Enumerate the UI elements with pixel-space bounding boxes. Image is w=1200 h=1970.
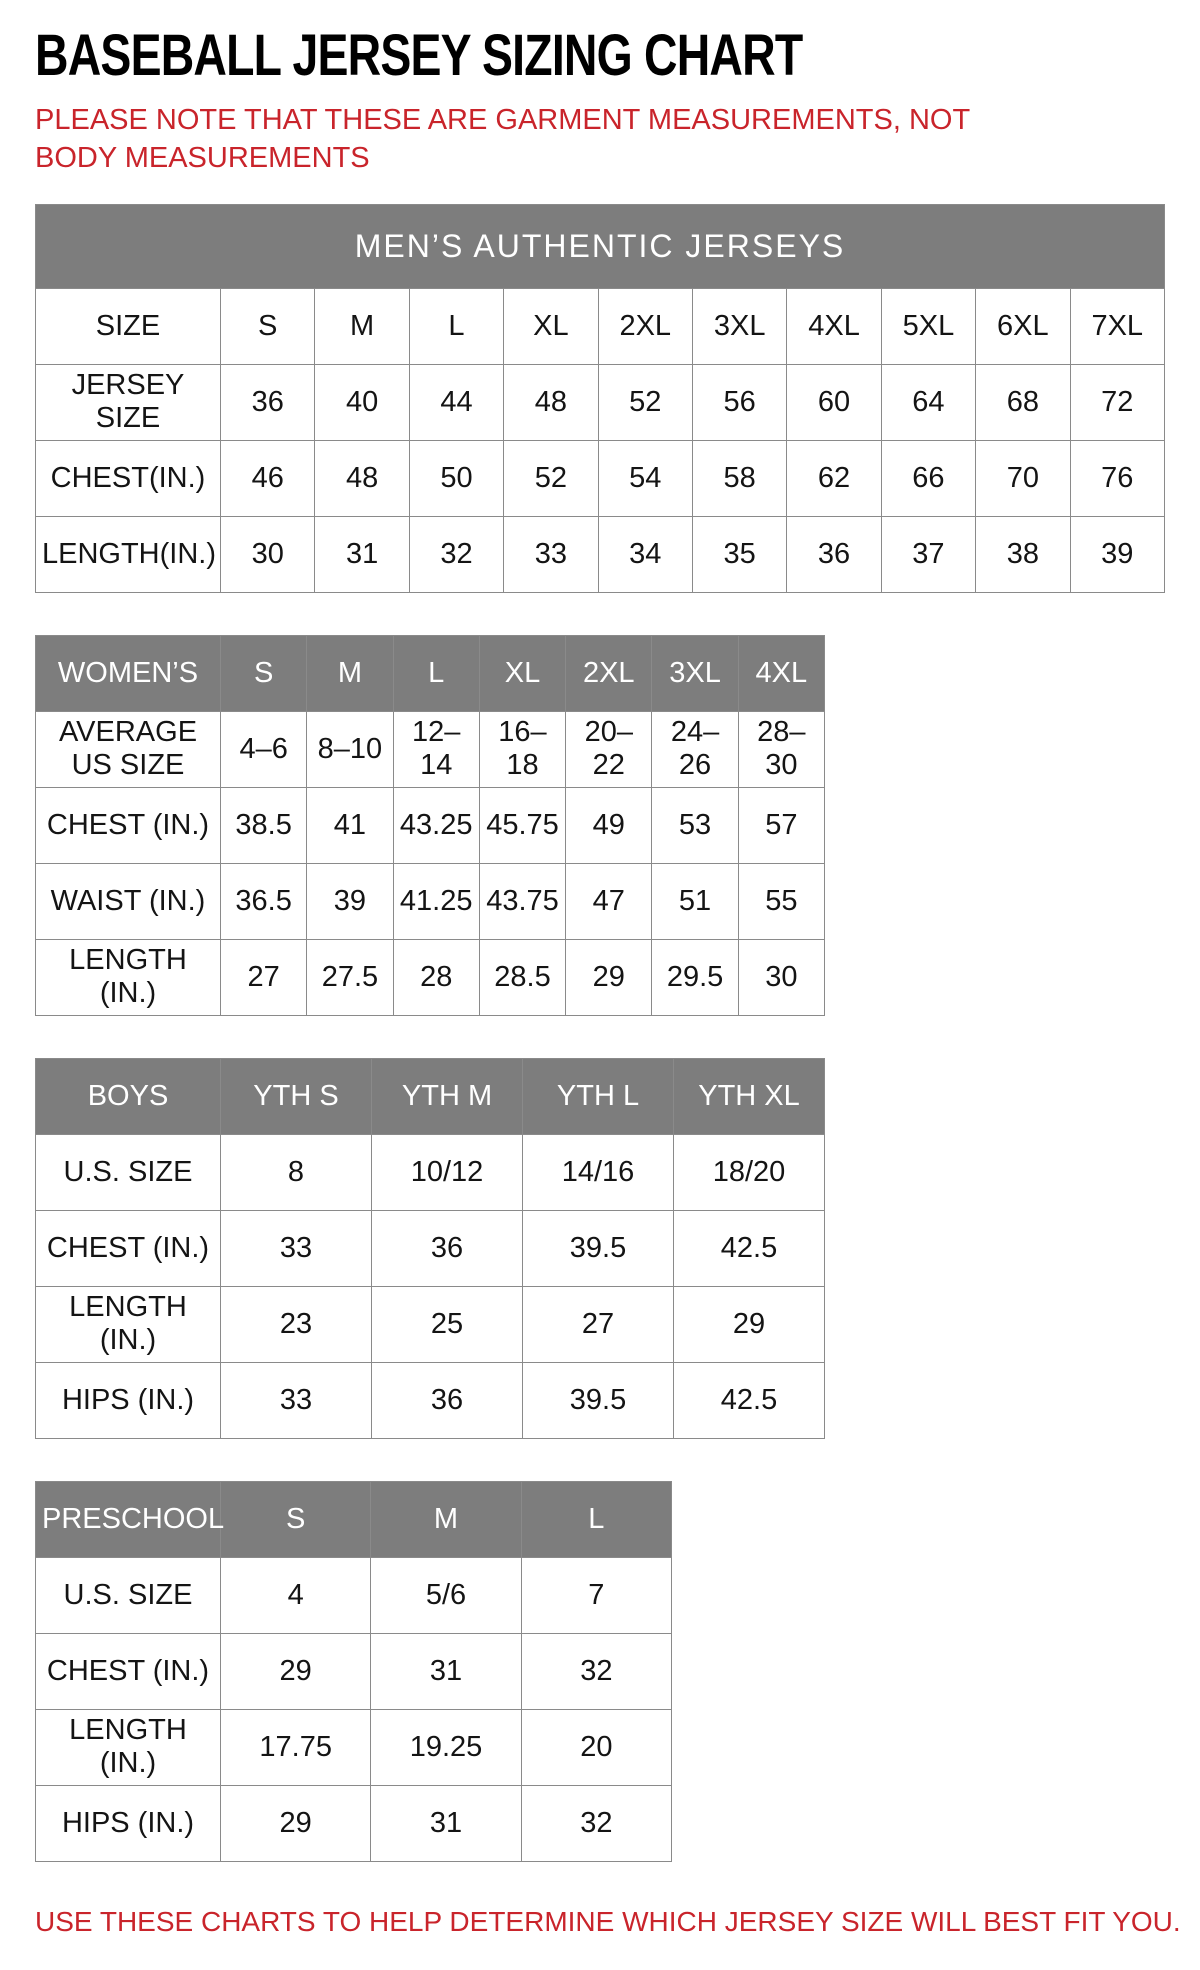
table-cell: 43.25 xyxy=(393,787,479,863)
table-cell: 76 xyxy=(1070,440,1164,516)
table-name-header: WOMEN’S xyxy=(36,635,221,711)
table-row xyxy=(36,1134,825,1210)
size-column-header: XL xyxy=(479,635,565,711)
table-row xyxy=(36,939,825,1015)
table-cell: 18/20 xyxy=(674,1134,825,1210)
table-cell: 60 xyxy=(787,364,881,440)
table-cell: 7 xyxy=(521,1557,671,1633)
table-name-header: BOYS xyxy=(36,1058,221,1134)
table-row xyxy=(36,1785,672,1861)
table-cell: 19.25 xyxy=(371,1709,521,1785)
table-row xyxy=(36,787,825,863)
table-cell: 14/16 xyxy=(523,1134,674,1210)
row-label: HIPS (IN.) xyxy=(36,1362,221,1438)
table-cell: 39.5 xyxy=(523,1210,674,1286)
table-cell: 29 xyxy=(221,1785,371,1861)
row-label: JERSEY SIZE xyxy=(36,364,221,440)
table-cell: M xyxy=(315,288,409,364)
table-row xyxy=(36,440,1165,516)
table-cell: 62 xyxy=(787,440,881,516)
row-label: CHEST (IN.) xyxy=(36,787,221,863)
table-cell: 48 xyxy=(315,440,409,516)
table-cell: 16–18 xyxy=(479,711,565,787)
table-cell: 49 xyxy=(566,787,652,863)
table-cell: 39 xyxy=(307,863,393,939)
table-cell: 43.75 xyxy=(479,863,565,939)
table-cell: 2XL xyxy=(598,288,692,364)
table-cell: 34 xyxy=(598,516,692,592)
table-cell: 54 xyxy=(598,440,692,516)
table-cell: 29 xyxy=(221,1633,371,1709)
table-cell: 25 xyxy=(372,1286,523,1362)
row-label: CHEST (IN.) xyxy=(36,1633,221,1709)
table-cell: 36 xyxy=(787,516,881,592)
table-cell: 41.25 xyxy=(393,863,479,939)
row-label: SIZE xyxy=(36,288,221,364)
table-cell: 55 xyxy=(738,863,824,939)
row-label: CHEST(IN.) xyxy=(36,440,221,516)
table-cell: 47 xyxy=(566,863,652,939)
table-cell: 33 xyxy=(504,516,598,592)
table-cell: 70 xyxy=(976,440,1070,516)
table-cell: 39 xyxy=(1070,516,1164,592)
table-cell: 36.5 xyxy=(221,863,307,939)
table-row xyxy=(36,711,825,787)
size-column-header: YTH XL xyxy=(674,1058,825,1134)
size-column-header: S xyxy=(221,635,307,711)
table-cell: 42.5 xyxy=(674,1210,825,1286)
table-cell: 24–26 xyxy=(652,711,738,787)
table-row xyxy=(36,1210,825,1286)
table-cell: 4 xyxy=(221,1557,371,1633)
table-cell: 28 xyxy=(393,939,479,1015)
table-cell: 40 xyxy=(315,364,409,440)
table-cell: 29 xyxy=(674,1286,825,1362)
table-cell: 33 xyxy=(221,1362,372,1438)
table-cell: 32 xyxy=(521,1785,671,1861)
table-cell: 27 xyxy=(523,1286,674,1362)
table-row xyxy=(36,1633,672,1709)
table-cell: 41 xyxy=(307,787,393,863)
table-cell: 64 xyxy=(881,364,975,440)
row-label: CHEST (IN.) xyxy=(36,1210,221,1286)
row-label: HIPS (IN.) xyxy=(36,1785,221,1861)
row-label: LENGTH(IN.) xyxy=(36,516,221,592)
table-cell: 20 xyxy=(521,1709,671,1785)
table-cell: 8 xyxy=(221,1134,372,1210)
table-cell: 52 xyxy=(598,364,692,440)
table-cell: 3XL xyxy=(692,288,786,364)
table-cell: 48 xyxy=(504,364,598,440)
table-cell: 30 xyxy=(221,516,315,592)
table-row xyxy=(36,1362,825,1438)
page-title: BASEBALL JERSEY SIZING CHART xyxy=(35,23,803,88)
table-cell: 30 xyxy=(738,939,824,1015)
table-cell: 10/12 xyxy=(372,1134,523,1210)
table-cell: 57 xyxy=(738,787,824,863)
table-banner-row xyxy=(36,204,1165,288)
table-cell: 42.5 xyxy=(674,1362,825,1438)
table-cell: 5XL xyxy=(881,288,975,364)
table-cell: 39.5 xyxy=(523,1362,674,1438)
table-cell: 56 xyxy=(692,364,786,440)
row-label: AVERAGE US SIZE xyxy=(36,711,221,787)
row-label: U.S. SIZE xyxy=(36,1134,221,1210)
size-column-header: M xyxy=(307,635,393,711)
table-cell: 33 xyxy=(221,1210,372,1286)
table-cell: 8–10 xyxy=(307,711,393,787)
table-cell: 31 xyxy=(315,516,409,592)
mens-authentic-jerseys-table xyxy=(35,204,1165,593)
table-cell: 38.5 xyxy=(221,787,307,863)
table-header-row xyxy=(36,1058,825,1134)
table-cell: 66 xyxy=(881,440,975,516)
table-cell: 27 xyxy=(221,939,307,1015)
table-name-header: PRESCHOOL xyxy=(36,1481,221,1557)
table-row xyxy=(36,516,1165,592)
table-cell: 4XL xyxy=(787,288,881,364)
table-cell: 27.5 xyxy=(307,939,393,1015)
table-row xyxy=(36,288,1165,364)
size-column-header: 3XL xyxy=(652,635,738,711)
table-cell: 4–6 xyxy=(221,711,307,787)
table-cell: 7XL xyxy=(1070,288,1164,364)
row-label: LENGTH (IN.) xyxy=(36,1286,221,1362)
fit-guidance-note: USE THESE CHARTS TO HELP DETERMINE WHICH JERSEY SIZE WILL BEST FIT YOU. xyxy=(35,1905,1181,1937)
garment-measurements-note: PLEASE NOTE THAT THESE ARE GARMENT MEASUREMENTS, NOT BODY MEASUREMENTS xyxy=(35,104,970,175)
row-label: U.S. SIZE xyxy=(36,1557,221,1633)
table-cell: 37 xyxy=(881,516,975,592)
table-cell: 36 xyxy=(372,1210,523,1286)
row-label: WAIST (IN.) xyxy=(36,863,221,939)
table-cell: 23 xyxy=(221,1286,372,1362)
table-row xyxy=(36,1286,825,1362)
table-cell: 32 xyxy=(521,1633,671,1709)
table-cell: 29.5 xyxy=(652,939,738,1015)
table-cell: S xyxy=(221,288,315,364)
size-column-header: YTH L xyxy=(523,1058,674,1134)
table-cell: 20–22 xyxy=(566,711,652,787)
table-cell: 28–30 xyxy=(738,711,824,787)
size-column-header: M xyxy=(371,1481,521,1557)
table-cell: L xyxy=(409,288,503,364)
table-cell: 31 xyxy=(371,1633,521,1709)
table-cell: 44 xyxy=(409,364,503,440)
size-column-header: 4XL xyxy=(738,635,824,711)
table-cell: 5/6 xyxy=(371,1557,521,1633)
row-label: LENGTH (IN.) xyxy=(36,1709,221,1785)
boys-sizing-table xyxy=(35,1058,825,1439)
size-column-header: L xyxy=(521,1481,671,1557)
size-column-header: 2XL xyxy=(566,635,652,711)
size-column-header: S xyxy=(221,1481,371,1557)
table-cell: 32 xyxy=(409,516,503,592)
table-cell: 12–14 xyxy=(393,711,479,787)
size-column-header: YTH S xyxy=(221,1058,372,1134)
table-row xyxy=(36,364,1165,440)
table-row xyxy=(36,1709,672,1785)
womens-sizing-table xyxy=(35,635,825,1016)
table-cell: 53 xyxy=(652,787,738,863)
table-cell: 45.75 xyxy=(479,787,565,863)
table-cell: 36 xyxy=(221,364,315,440)
table-cell: XL xyxy=(504,288,598,364)
preschool-sizing-table xyxy=(35,1481,672,1862)
table-cell: 68 xyxy=(976,364,1070,440)
size-column-header: YTH M xyxy=(372,1058,523,1134)
table-cell: 38 xyxy=(976,516,1070,592)
table-cell: 52 xyxy=(504,440,598,516)
table-cell: 72 xyxy=(1070,364,1164,440)
table-cell: 31 xyxy=(371,1785,521,1861)
table-banner-title: MEN’S AUTHENTIC JERSEYS xyxy=(36,204,1165,288)
table-cell: 17.75 xyxy=(221,1709,371,1785)
table-cell: 28.5 xyxy=(479,939,565,1015)
table-cell: 51 xyxy=(652,863,738,939)
table-cell: 36 xyxy=(372,1362,523,1438)
table-row xyxy=(36,863,825,939)
row-label: LENGTH (IN.) xyxy=(36,939,221,1015)
table-cell: 46 xyxy=(221,440,315,516)
table-cell: 58 xyxy=(692,440,786,516)
table-header-row xyxy=(36,635,825,711)
table-header-row xyxy=(36,1481,672,1557)
table-cell: 29 xyxy=(566,939,652,1015)
table-cell: 35 xyxy=(692,516,786,592)
table-cell: 6XL xyxy=(976,288,1070,364)
table-cell: 50 xyxy=(409,440,503,516)
size-column-header: L xyxy=(393,635,479,711)
table-row xyxy=(36,1557,672,1633)
